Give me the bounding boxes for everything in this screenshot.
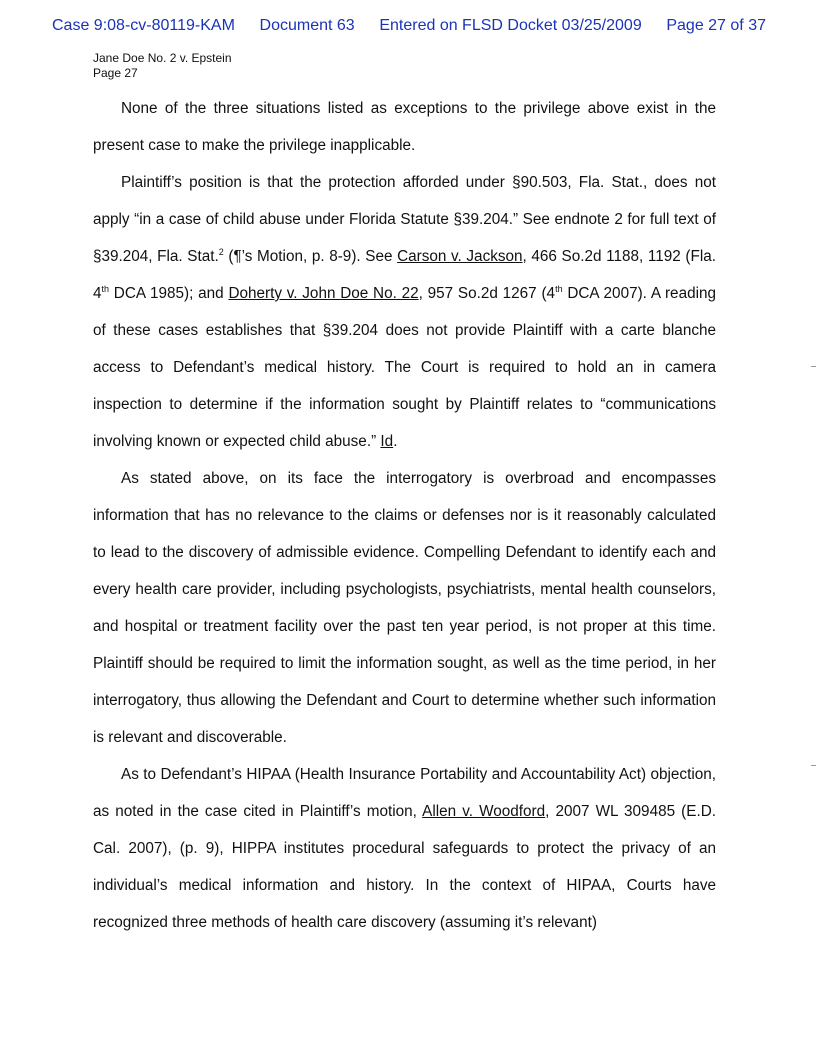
margin-tick	[811, 366, 816, 367]
ecf-header	[52, 17, 766, 35]
document-number: Document 63	[259, 17, 355, 34]
paragraph-2	[93, 164, 716, 460]
text: (¶’s Motion, p. 8-9). See	[223, 248, 398, 265]
paragraph-1: None of the three situations listed as exceptions to the privilege above exist in the present case to make the privilege inapplicable.	[93, 100, 716, 154]
paragraph-3: As stated above, on its face the interrogatory is overbroad and encompasses information that has no relevance to the claims or defenses nor is it reasonably calculated to lead to the discovery of admissible evidence. Compelling Defendant to identify each and every health care provider, including psychologists, psychiatrists, mental health counselors, and hospital or treatment facility over the past ten year period, is not proper at this time. Plaintiff should be required to limit the information sought, as well as the time period, in her interrogatory, thus allowing the Defendant and Court to determine whether such information is relevant and discoverable.	[93, 470, 716, 746]
case-citation-allen: Allen v. Woodford	[422, 803, 546, 820]
text: DCA 1985); and	[109, 285, 229, 302]
docket-entry: Entered on FLSD Docket 03/25/2009	[379, 17, 642, 34]
case-citation-carson: Carson v. Jackson	[397, 248, 523, 265]
case-number: Case 9:08-cv-80119-KAM	[52, 17, 235, 34]
ordinal-suffix: th	[555, 284, 563, 294]
running-head	[93, 51, 232, 81]
text: , 957 So.2d 1267 (4	[418, 285, 556, 302]
text: , 2007 WL 309485 (E.D. Cal. 2007), (p. 9), HIPPA institutes procedural safeguards to protect the privacy of an individual’s medical information and history. In the context of HIPAA, Courts have recognized three methods of health care discovery (assuming it’s relevant)	[93, 803, 717, 931]
page-label: Page 27	[93, 66, 138, 80]
paragraph-4	[93, 756, 716, 941]
endnote-reference: 2	[218, 247, 224, 257]
text: Plaintiff’s position is that the protection afforded under §90.503, Fla. Stat., does not apply “in a case of child abuse under Florida Statute §39.204.” See endnote 2 for full text of §39.204, Fla. Stat.	[93, 174, 716, 265]
page-count: Page 27 of 37	[666, 17, 766, 34]
text: .	[393, 433, 398, 450]
text: , 466 So.2d 1188, 1192 (Fla. 4	[93, 248, 716, 302]
id-citation: Id	[380, 433, 394, 450]
text: As to Defendant’s HIPAA (Health Insurance Portability and Accountability Act) objection, as noted in the case cited in Plaintiff’s motion,	[93, 766, 716, 820]
case-citation-doherty: Doherty v. John Doe No. 22	[228, 285, 419, 302]
margin-tick	[811, 765, 816, 766]
document-body	[93, 90, 716, 941]
text: DCA 2007). A reading of these cases establishes that §39.204 does not provide Plaintiff with a carte blanche access to Defendant’s medical history. The Court is required to hold an in camera inspection to determine if the information sought by Plaintiff relates to “communications involving known or expected child abuse.”	[93, 285, 716, 450]
case-caption: Jane Doe No. 2 v. Epstein	[93, 51, 232, 65]
ordinal-suffix: th	[101, 284, 110, 294]
